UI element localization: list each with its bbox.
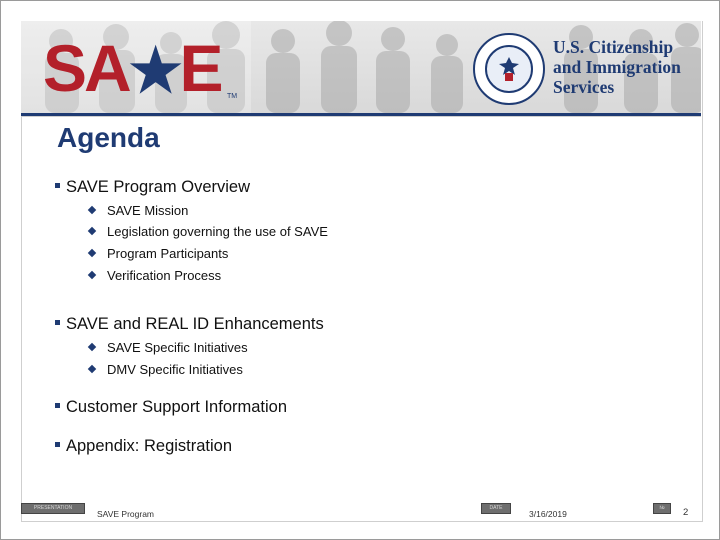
- agenda-subitem-label: DMV Specific Initiatives: [107, 362, 243, 377]
- agenda-subitem: [89, 246, 228, 262]
- diamond-bullet-icon: [88, 271, 96, 279]
- diamond-bullet-icon: [88, 249, 96, 257]
- presentation-name: SAVE Program: [97, 509, 155, 519]
- agenda-item-label: Customer Support Information: [66, 398, 288, 416]
- trademark-mark: TM: [227, 93, 238, 100]
- agenda-subitem: [89, 340, 248, 356]
- agenda-subitem-label: Verification Process: [107, 268, 222, 283]
- dhs-seal-icon: [473, 33, 545, 105]
- save-logo-star-icon: ★: [128, 37, 180, 104]
- diamond-bullet-icon: [88, 343, 96, 351]
- square-bullet-icon: [55, 320, 60, 325]
- header-divider-shadow: [21, 116, 701, 117]
- diamond-bullet-icon: [88, 206, 96, 214]
- date-tag: DATE: [481, 503, 511, 514]
- diamond-bullet-icon: [88, 227, 96, 235]
- agenda-subitem-label: Program Participants: [107, 246, 229, 261]
- square-bullet-icon: [55, 183, 60, 188]
- agenda-item: [55, 397, 287, 417]
- agenda-subitem: [89, 268, 221, 284]
- page-tag: №: [653, 503, 671, 514]
- presentation-date: 3/16/2019: [529, 509, 567, 519]
- agenda-item-label: SAVE and REAL ID Enhancements: [66, 315, 324, 333]
- page-number: 2: [683, 507, 689, 518]
- agenda-item: [55, 436, 232, 456]
- seal-inner-ring: [485, 45, 533, 93]
- square-bullet-icon: [55, 442, 60, 447]
- agenda-item: [55, 177, 250, 197]
- agency-line: U.S. Citizenship: [553, 37, 674, 57]
- square-bullet-icon: [55, 403, 60, 408]
- eagle-icon: [497, 55, 521, 83]
- agency-line: and Immigration: [553, 57, 681, 77]
- agenda-subitem-label: Legislation governing the use of SAVE: [107, 224, 328, 239]
- agenda-subitem-label: SAVE Specific Initiatives: [107, 340, 248, 355]
- agenda-subitem-label: SAVE Mission: [107, 203, 189, 218]
- diamond-bullet-icon: [88, 365, 96, 373]
- agenda-item-label: Appendix: Registration: [66, 437, 233, 455]
- agenda-item: [55, 314, 324, 334]
- save-logo-s: S: [43, 31, 85, 105]
- slide-footer: [21, 503, 701, 521]
- agency-name: [553, 37, 701, 97]
- save-logo-e: E: [179, 31, 221, 105]
- agenda-item-label: SAVE Program Overview: [66, 178, 250, 196]
- save-logo-a: A: [84, 31, 129, 105]
- agenda-subitem: [89, 362, 243, 378]
- save-logo: [43, 31, 221, 108]
- agenda-subitem: [89, 224, 328, 240]
- presentation-tag: PRESENTATION: [21, 503, 85, 514]
- agency-line: Services: [553, 77, 615, 97]
- agenda-subitem: [89, 203, 188, 219]
- slide-title: Agenda: [57, 122, 160, 153]
- header-banner: [21, 21, 701, 113]
